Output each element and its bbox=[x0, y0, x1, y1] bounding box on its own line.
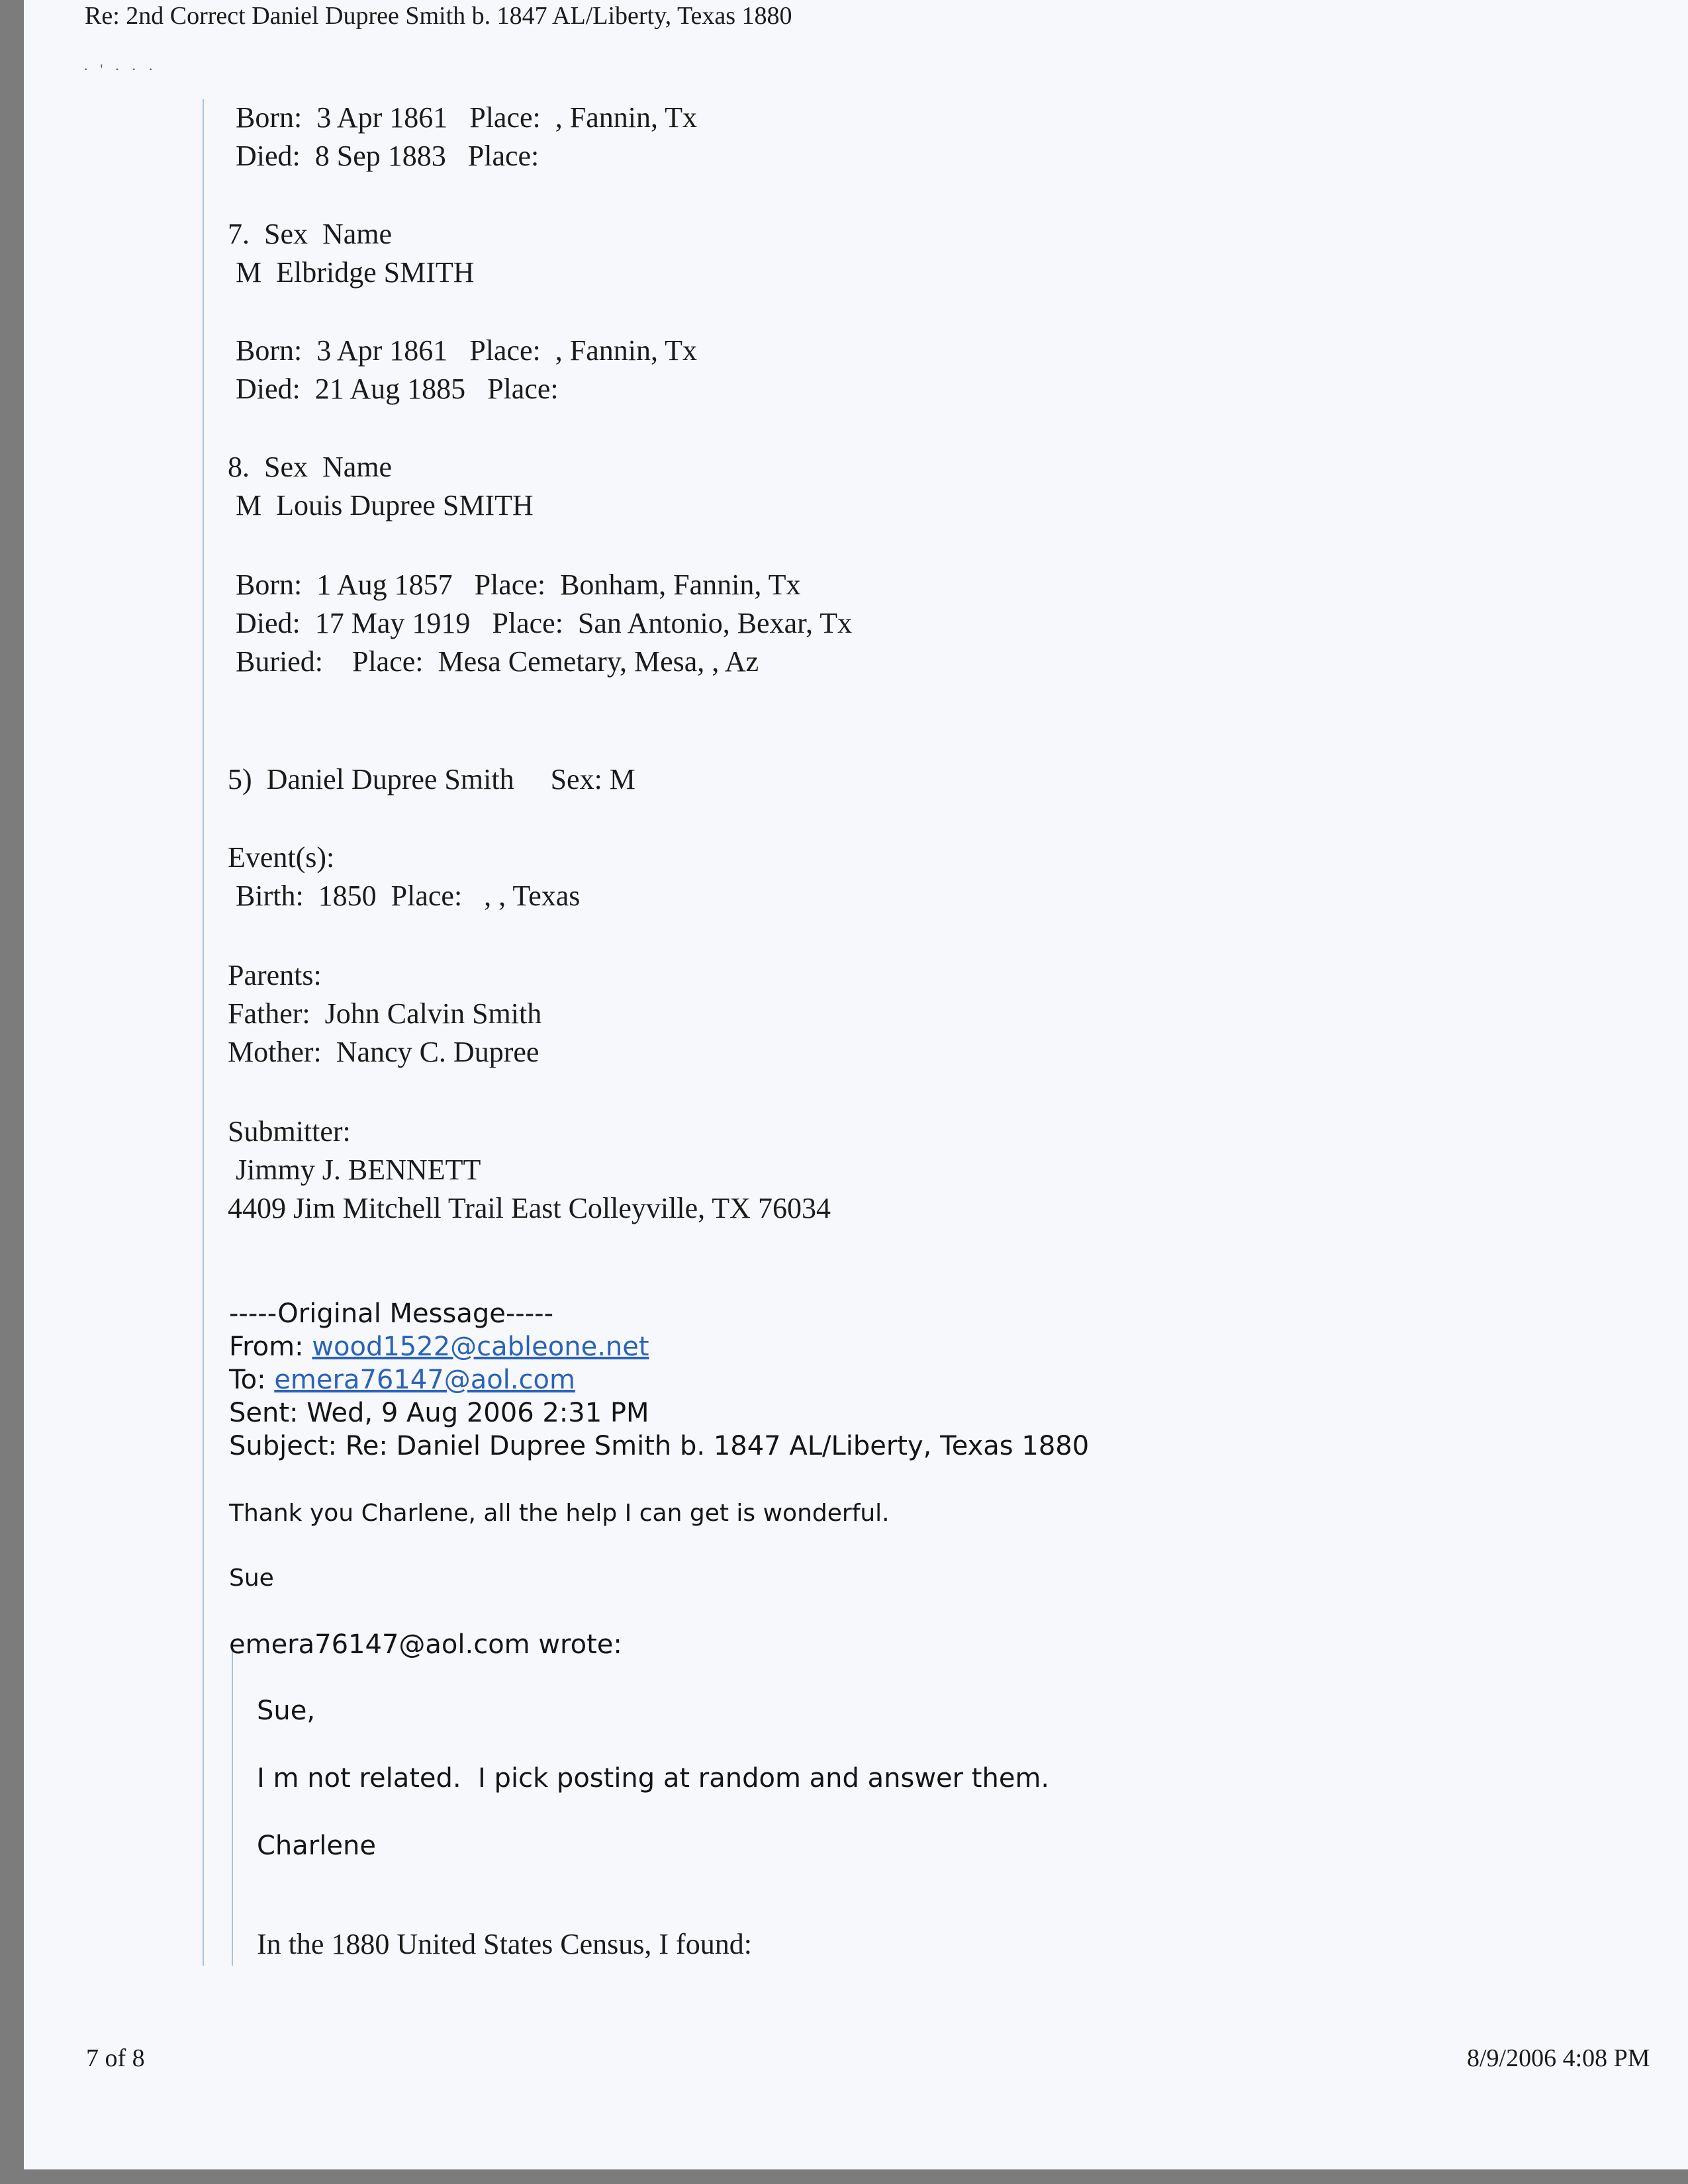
census-line: In the 1880 United States Census, I found: bbox=[257, 1928, 752, 1960]
from-label: From: bbox=[229, 1332, 312, 1362]
child7-born: Born: 3 Apr 1861 Place: , Fannin, Tx bbox=[236, 334, 698, 367]
original-message-heading: -----Original Message----- bbox=[229, 1298, 553, 1329]
child8-died: Died: 17 May 1919 Place: San Antonio, Bexar, Tx bbox=[236, 607, 853, 639]
from-line bbox=[229, 1332, 649, 1362]
child7-label: 7. Sex Name bbox=[228, 218, 393, 250]
print-datetime: 8/9/2006 4:08 PM bbox=[1467, 2044, 1650, 2072]
inner-quote-bar bbox=[232, 1641, 233, 1966]
to-label: To: bbox=[229, 1365, 275, 1395]
reply-signature: Sue bbox=[229, 1565, 274, 1592]
to-line bbox=[229, 1365, 575, 1395]
quoted-body: I m not related. I pick posting at random and answer them. bbox=[257, 1763, 1050, 1794]
submitter-label: Submitter: bbox=[228, 1115, 351, 1148]
scanned-page bbox=[24, 0, 1688, 2169]
sent-line: Sent: Wed, 9 Aug 2006 2:31 PM bbox=[229, 1398, 649, 1428]
to-email-link[interactable]: emera76147@aol.com bbox=[274, 1365, 575, 1395]
child6-born: Born: 3 Apr 1861 Place: , Fannin, Tx bbox=[236, 101, 698, 134]
submitter-name: Jimmy J. BENNETT bbox=[236, 1154, 481, 1186]
child8-name: M Louis Dupree SMITH bbox=[236, 489, 534, 522]
child8-label: 8. Sex Name bbox=[228, 451, 393, 483]
page-number: 7 of 8 bbox=[86, 2044, 145, 2072]
from-email-link[interactable]: wood1522@cableone.net bbox=[312, 1332, 649, 1362]
father: Father: John Calvin Smith bbox=[228, 997, 542, 1030]
child6-died: Died: 8 Sep 1883 Place: bbox=[236, 140, 539, 172]
reply-body: Thank you Charlene, all the help I can get is wonderful. bbox=[229, 1500, 890, 1527]
mother: Mother: Nancy C. Dupree bbox=[228, 1036, 539, 1068]
quote-bar bbox=[203, 99, 204, 1966]
person5-title: 5) Daniel Dupree Smith Sex: M bbox=[228, 763, 635, 796]
scan-specks: ·'··· bbox=[83, 61, 165, 77]
child7-died: Died: 21 Aug 1885 Place: bbox=[236, 373, 559, 405]
quoted-signature: Charlene bbox=[257, 1831, 376, 1861]
child8-buried: Buried: Place: Mesa Cemetary, Mesa, , Az bbox=[236, 645, 759, 678]
events-label: Event(s): bbox=[228, 841, 335, 874]
wrote-line: emera76147@aol.com wrote: bbox=[229, 1629, 622, 1660]
subject-line: Subject: Re: Daniel Dupree Smith b. 1847 AL/Liberty, Texas 1880 bbox=[229, 1431, 1090, 1461]
email-subject-header: Re: 2nd Correct Daniel Dupree Smith b. 1847 AL/Liberty, Texas 1880 bbox=[85, 2, 792, 30]
parents-label: Parents: bbox=[228, 959, 322, 991]
child7-name: M Elbridge SMITH bbox=[236, 256, 475, 289]
person5-birth: Birth: 1850 Place: , , Texas bbox=[236, 880, 581, 912]
submitter-address: 4409 Jim Mitchell Trail East Colleyville, TX 76034 bbox=[228, 1192, 831, 1224]
quoted-greeting: Sue, bbox=[257, 1696, 316, 1726]
child8-born: Born: 1 Aug 1857 Place: Bonham, Fannin, Tx bbox=[236, 569, 801, 601]
